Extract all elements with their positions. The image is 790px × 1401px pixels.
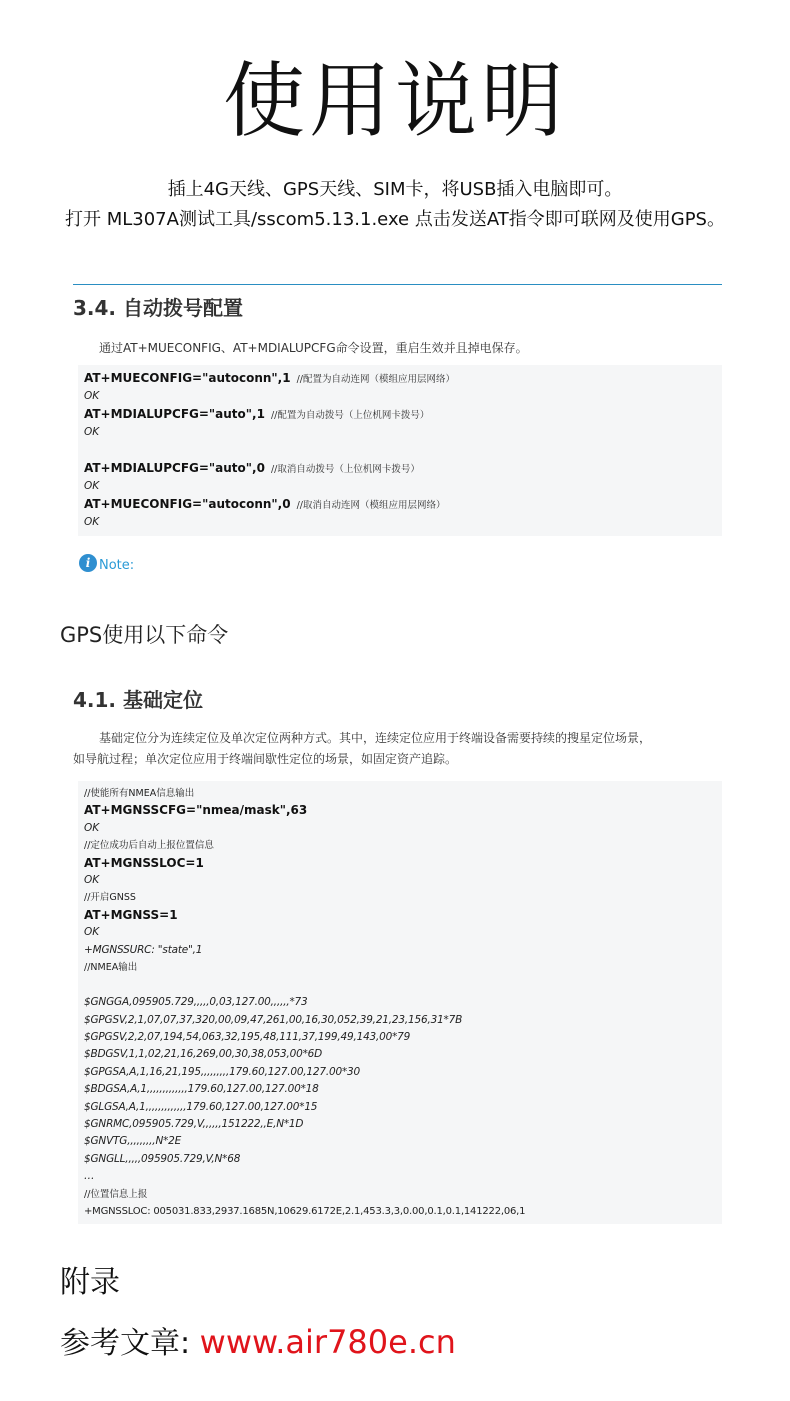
code-line: OK [84,426,100,438]
code-line: AT+MDIALUPCFG="auto",0 //取消自动拨号（上位机网卡拨号） [84,461,420,475]
gps-intro-text: GPS使用以下命令 [60,623,229,647]
intro-line-2: 打开 ML307A测试工具/sscom5.13.1.exe 点击发送AT指令即可联网及使用GPS。 [65,209,725,230]
code-line: AT+MUECONFIG="autoconn",1 //配置为自动连网（模组应用层网络） [84,371,455,385]
nmea-line: $BDGSV,1,1,02,21,16,269,00,30,38,053,00*6D [84,1048,323,1061]
nmea-line: $GPGSV,2,1,07,07,37,320,00,09,47,261,00,16,30,052,39,21,23,156,31*7B [84,1013,463,1026]
nmea-line: $GPGSV,2,2,07,194,54,063,32,195,48,111,37,199,49,143,00*79 [84,1031,411,1044]
code-comment: //位置信息上报 [84,1188,148,1200]
reference-link[interactable]: www.air780e.cn [199,1323,456,1361]
code-command: AT+MGNSSLOC=1 [84,855,204,870]
nmea-line: $GNGGA,095905.729,,,,,0,03,127.00,,,,,,*73 [84,996,308,1009]
paragraph-text-line-1: 基础定位分为连续定位及单次定位两种方式。其中，连续定位应用于终端设备需要持续的搜星定位场景， [99,731,652,745]
code-location-report: +MGNSSLOC: 005031.833,2937.1685N,10629.6172E,2.1,453.3,3,0.00,0.1,0.1,141222,06,1 [84,1205,526,1217]
nmea-line: $GNGLL,,,,,095905.729,V,N*68 [84,1152,241,1165]
code-block-gnss [78,781,722,1224]
section-paragraph-auto-dial [73,338,723,359]
section-heading-auto-dial: 3.4. 自动拨号配置 [73,296,243,320]
note-label: Note: [99,558,135,573]
code-comment: //使能所有NMEA信息输出 [84,788,195,799]
paragraph-text-line-2: 如导航过程；单次定位应用于终端间歇性定位的场景，如固定资产追踪。 [73,752,458,766]
code-comment: //定位成功后自动上报位置信息 [84,840,214,852]
code-line: OK [84,390,100,402]
code-ellipsis: … [84,1170,95,1183]
code-line: OK [84,516,100,528]
nmea-line: $GNRMC,095905.729,V,,,,,,151222,,E,N*1D [84,1118,304,1131]
note-callout [79,556,134,576]
appendix-heading: 附录 [60,1265,120,1300]
code-response: OK [84,926,100,939]
nmea-line: $GLGSA,A,1,,,,,,,,,,,,,179.60,127.00,127.00*15 [84,1100,318,1113]
code-line: AT+MUECONFIG="autoconn",0 //取消自动连网（模组应用层网络） [84,497,446,511]
code-comment: //开启GNSS [84,892,136,904]
reference-label: 参考文章: [60,1326,191,1361]
nmea-line: $GPGSA,A,1,16,21,195,,,,,,,,,179.60,127.00,127.00*30 [84,1065,360,1078]
page-title: 使用说明 [222,54,567,149]
code-line: OK [84,480,100,492]
code-urc: +MGNSSURC: "state",1 [84,943,203,956]
nmea-line: $GNVTG,,,,,,,,,N*2E [84,1135,182,1148]
section-heading-basic-positioning: 4.1. 基础定位 [73,688,203,712]
nmea-line: $BDGSA,A,1,,,,,,,,,,,,,179.60,127.00,127.00*18 [84,1083,319,1096]
reference-line [60,1318,456,1368]
paragraph-text: 通过AT+MUECONFIG、AT+MDIALUPCFG命令设置，重启生效并且掉电保存。 [99,341,528,355]
code-response: OK [84,873,100,886]
info-icon: i [79,554,97,572]
section-paragraph-basic-positioning [73,728,723,770]
section-divider [73,284,722,285]
code-line: AT+MDIALUPCFG="auto",1 //配置为自动拨号（上位机网卡拨号） [84,407,430,421]
code-block-auto-dial [78,365,722,536]
code-response: OK [84,821,100,834]
code-command: AT+MGNSS=1 [84,907,178,922]
code-comment: //NMEA输出 [84,961,138,973]
code-command: AT+MGNSSCFG="nmea/mask",63 [84,803,308,818]
intro-line-1: 插上4G天线、GPS天线、SIM卡，将USB插入电脑即可。 [167,179,623,200]
